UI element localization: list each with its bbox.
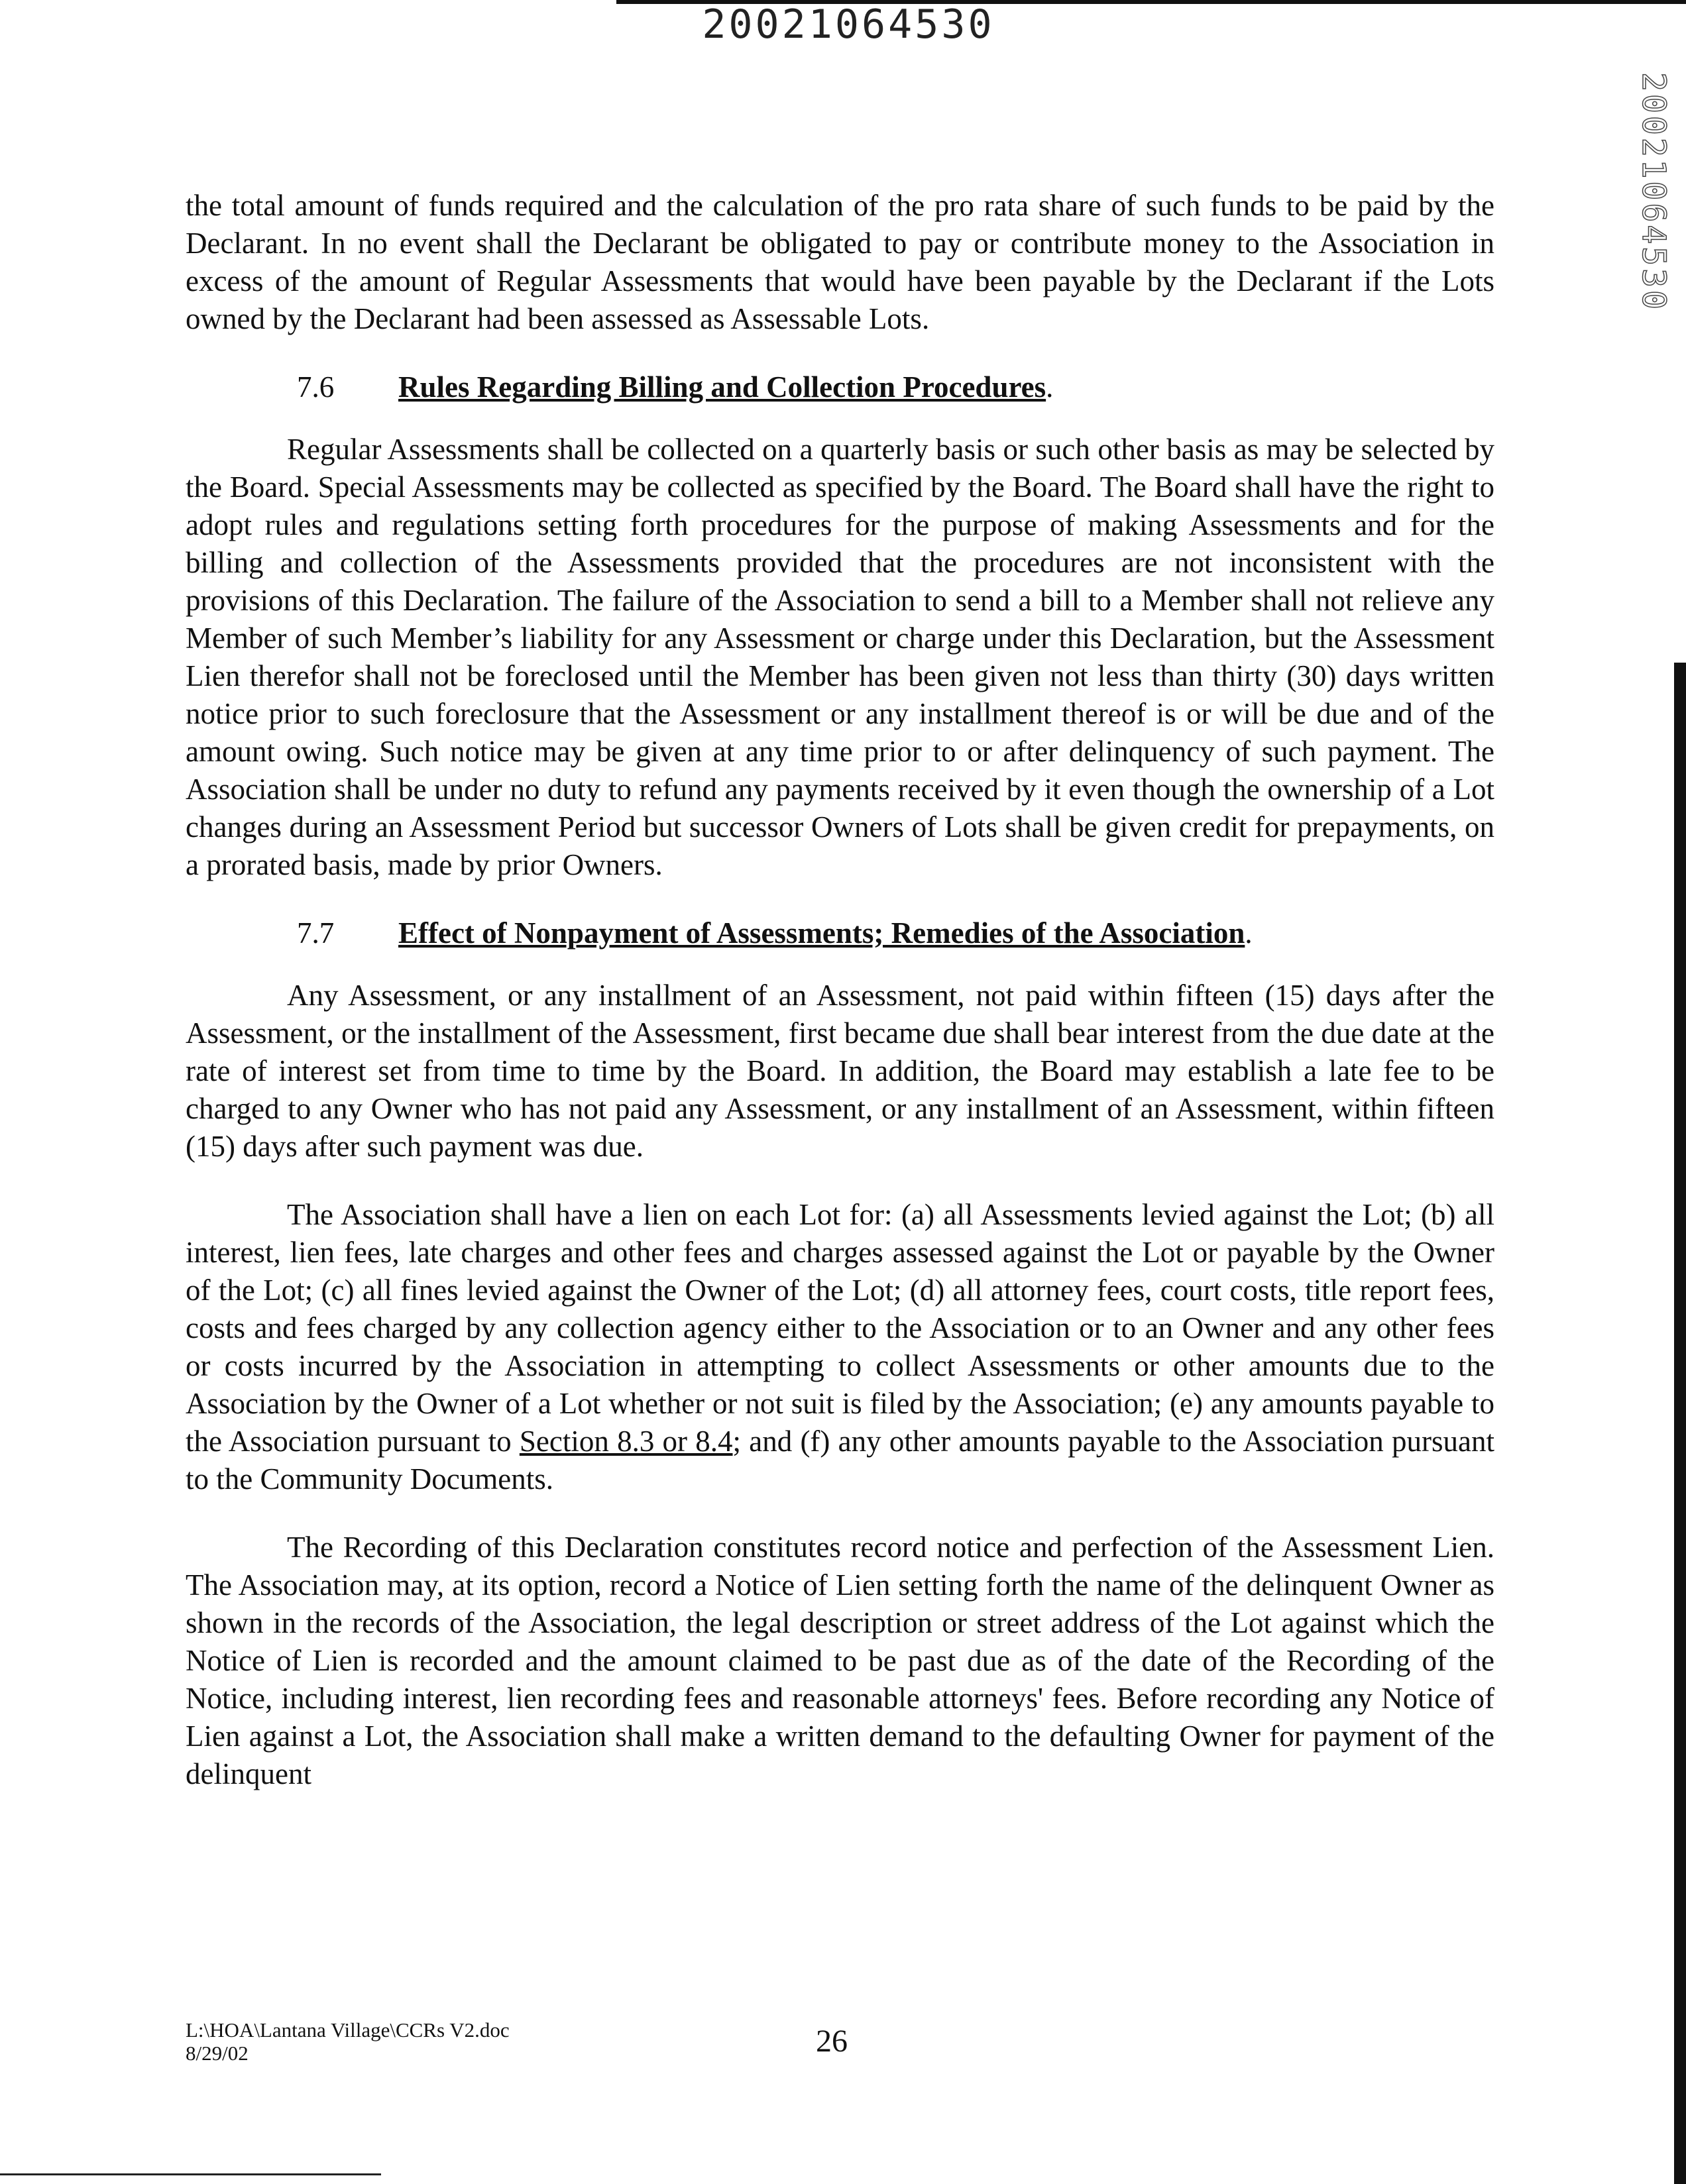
- section-heading-7-7: [186, 914, 1494, 952]
- bottom-border-line: [0, 2173, 381, 2175]
- section-heading-7-6: [186, 368, 1494, 406]
- section-number: 7.6: [297, 370, 335, 404]
- paragraph-recording-notice: The Recording of this Declaration constitutes record notice and perfection of the Assessment Lien. The Association may, at its option, record a Notice of Lien setting forth the name of the delinquent Owner as shown in the records of the Association, the legal description or street address of the Lot against which the Notice of Lien is recorded and the amount claimed to be past due as of the date of the Recording of the Notice, including interest, lien recording fees and reasonable attorneys' fees. Before recording any Notice of Lien against a Lot, the Association shall make a written demand to the defaulting Owner for payment of the delinquent: [186, 1531, 1494, 1790]
- document-body: [186, 187, 1494, 1793]
- recording-stamp: [1635, 72, 1672, 312]
- footer-file-info: [186, 2018, 510, 2065]
- paragraph-lien-scope: [186, 1196, 1494, 1498]
- lien-scope-text-end: ; and (f) any other amounts payable to the Association pursuant to the Community Documents.: [186, 1425, 1494, 1496]
- paragraph-continuation: the total amount of funds required and the calculation of the pro rata share of such funds to be paid by the Declarant. In no event shall the Declarant be obligated to pay or contribute money to the Association in excess of the amount of Regular Assessments that would have been payable by the Declarant if the Lots owned by the Declarant had been assessed as Assessable Lots.: [186, 189, 1494, 335]
- footer-date: 8/29/02: [186, 2042, 249, 2065]
- section-number: 7.7: [297, 916, 335, 950]
- document-number-header: 20021064530: [702, 1, 995, 48]
- section-title-period: .: [1046, 370, 1054, 404]
- scan-edge-bar: [1674, 663, 1686, 2184]
- section-reference-link: Section 8.3 or 8.4: [519, 1425, 733, 1458]
- section-title-period: .: [1245, 916, 1253, 950]
- paragraph-billing-procedures: Regular Assessments shall be collected on a quarterly basis or such other basis as may be selected by the Board. Special Assessments may be collected as specified by the Board. The Board shall have the right to adopt rules and regulations setting forth procedures for the purpose of making Assessments and for the billing and collection of the Assessments provided that the procedures are not inconsistent with the provisions of this Declaration. The failure of the Association to send a bill to a Member shall not relieve any Member of such Member’s liability for any Assessment or charge under this Declaration, but the Assessment Lien therefor shall not be foreclosed until the Member has been given not less than thirty (30) days written notice prior to such foreclosure that the Assessment or any installment thereof is or will be due and of the amount owing. Such notice may be given at any time prior to or after delinquency of such payment. The Association shall be under no duty to refund any payments received by it even though the ownership of a Lot changes during an Assessment Period but successor Owners of Lots shall be given credit for prepayments, on a prorated basis, made by prior Owners.: [186, 433, 1494, 881]
- footer-file-path: L:\HOA\Lantana Village\CCRs V2.doc: [186, 2018, 510, 2042]
- section-title: Rules Regarding Billing and Collection Procedures: [398, 370, 1046, 404]
- paragraph-late-interest: Any Assessment, or any installment of an Assessment, not paid within fifteen (15) days after the Assessment, or the installment of the Assessment, first became due shall bear interest from the due date at the rate of interest set from time to time by the Board. In addition, the Board may establish a late fee to be charged to any Owner who has not paid any Assessment, or any installment of an Assessment, within fifteen (15) days after such payment was due.: [186, 979, 1494, 1163]
- section-title: Effect of Nonpayment of Assessments; Remedies of the Association: [398, 916, 1245, 950]
- page-number: 26: [816, 2024, 848, 2059]
- recording-stamp-text: 20021064530: [1635, 72, 1672, 312]
- lien-scope-text: The Association shall have a lien on each Lot for: (a) all Assessments levied against the Lot; (b) all interest, lien fees, late charges and other fees and charges assessed against the Lot or payable by the Owner of the Lot; (c) all fines levied against the Owner of the Lot; (d) all attorney fees, court costs, title report fees, costs and fees charged by any collection agency either to the Association or to an Owner and any other fees or costs incurred by the Association in attempting to collect Assessments or other amounts due to the Association by the Owner of a Lot whether or not suit is filed by the Association; (e) any amounts payable to the Association pursuant to: [186, 1198, 1494, 1458]
